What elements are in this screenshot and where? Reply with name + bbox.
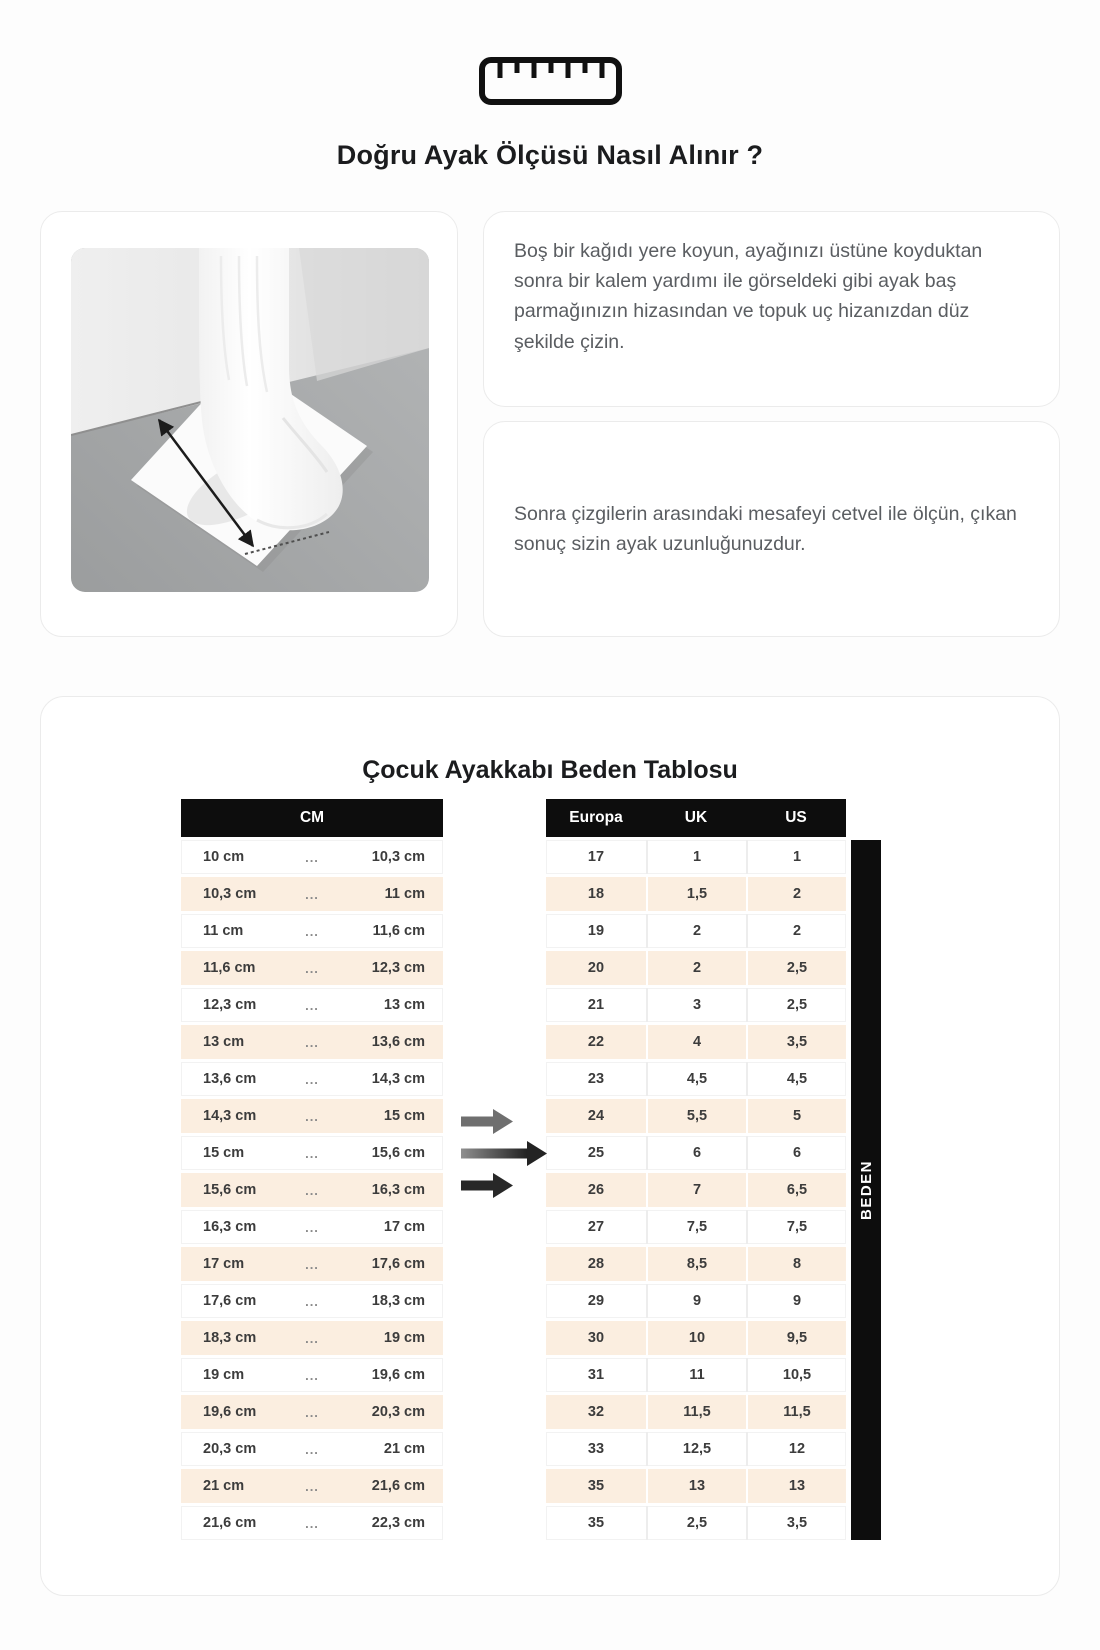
instruction-cards [0, 211, 1100, 637]
size-row: 18 1,5 2 [546, 877, 846, 911]
size-tables [41, 799, 1059, 1543]
foot-measure-image-card [40, 211, 458, 637]
instruction-step-2-text: Sonra çizgilerin arasındaki mesafeyi cetvel ile ölçün, çıkan sonuç sizin ayak uzunluğunuzdur. [514, 502, 1017, 555]
cm-table-rows [181, 840, 443, 1540]
size-row: 30 10 9,5 [546, 1321, 846, 1355]
arrow-spacer [443, 799, 546, 1543]
size-row: 21 3 2,5 [546, 988, 846, 1022]
beden-label: BEDEN [857, 1159, 875, 1220]
ruler-icon [478, 56, 623, 106]
size-row: 25 6 6 [546, 1136, 846, 1170]
size-row: 20 2 2,5 [546, 951, 846, 985]
transfer-arrows-icon [461, 1108, 547, 1198]
cm-range-row: 12,3 cm ... 13 cm [181, 988, 443, 1022]
cm-range-row: 11 cm ... 11,6 cm [181, 914, 443, 948]
cm-range-row: 17,6 cm ... 18,3 cm [181, 1284, 443, 1318]
cm-range-row: 21 cm ... 21,6 cm [181, 1469, 443, 1503]
page-title: Doğru Ayak Ölçüsü Nasıl Alınır ? [336, 140, 764, 170]
instruction-step-1-card [483, 211, 1060, 407]
eu-uk-us-table [546, 799, 846, 1543]
cm-range-row: 13 cm ... 13,6 cm [181, 1025, 443, 1059]
size-row: 32 11,5 11,5 [546, 1395, 846, 1429]
size-row: 35 13 13 [546, 1469, 846, 1503]
instruction-text-column [483, 211, 1060, 637]
size-row: 26 7 6,5 [546, 1173, 846, 1207]
size-row: 24 5,5 5 [546, 1099, 846, 1133]
cm-range-row: 19,6 cm ... 20,3 cm [181, 1395, 443, 1429]
cm-range-row: 16,3 cm ... 17 cm [181, 1210, 443, 1244]
size-row: 31 11 10,5 [546, 1358, 846, 1392]
cm-range-row: 15 cm ... 15,6 cm [181, 1136, 443, 1170]
cm-range-row: 15,6 cm ... 16,3 cm [181, 1173, 443, 1207]
size-row: 28 8,5 8 [546, 1247, 846, 1281]
cm-range-row: 14,3 cm ... 15 cm [181, 1099, 443, 1133]
cm-range-row: 20,3 cm ... 21 cm [181, 1432, 443, 1466]
size-table-card [40, 696, 1060, 1596]
size-row: 33 12,5 12 [546, 1432, 846, 1466]
cm-range-row: 21,6 cm ... 22,3 cm [181, 1506, 443, 1540]
cm-range-row: 10 cm ... 10,3 cm [181, 840, 443, 874]
size-row: 27 7,5 7,5 [546, 1210, 846, 1244]
eu-uk-us-table-header [546, 799, 846, 837]
page-header [0, 0, 1100, 171]
size-row: 19 2 2 [546, 914, 846, 948]
cm-range-row: 10,3 cm ... 11 cm [181, 877, 443, 911]
cm-range-row: 11,6 cm ... 12,3 cm [181, 951, 443, 985]
instruction-step-2-card [483, 421, 1060, 637]
cm-range-row: 19 cm ... 19,6 cm [181, 1358, 443, 1392]
eu-uk-us-table-rows [546, 840, 846, 1540]
instruction-step-1-text: Boş bir kağıdı yere koyun, ayağınızı üstüne koyduktan sonra bir kalem yardımı ile görseldeki gibi ayak baş parmağınızın hizasından ve topuk uç hizanızdan düz şekilde çizin. [514, 240, 983, 353]
column-header-us: US [785, 809, 807, 826]
cm-table [181, 799, 443, 1543]
cm-range-row: 17 cm ... 17,6 cm [181, 1247, 443, 1281]
size-row: 22 4 3,5 [546, 1025, 846, 1059]
cm-table-header: CM [181, 799, 443, 837]
size-row: 35 2,5 3,5 [546, 1506, 846, 1540]
size-row: 17 1 1 [546, 840, 846, 874]
size-row: 29 9 9 [546, 1284, 846, 1318]
size-row: 23 4,5 4,5 [546, 1062, 846, 1096]
column-header-europa: Europa [569, 809, 623, 826]
column-header-uk: UK [684, 809, 708, 826]
cm-range-row: 13,6 cm ... 14,3 cm [181, 1062, 443, 1096]
size-table-title: Çocuk Ayakkabı Beden Tablosu [362, 756, 738, 784]
foot-measurement-illustration [71, 248, 429, 592]
cm-range-row: 18,3 cm ... 19 cm [181, 1321, 443, 1355]
beden-side-bar [851, 840, 881, 1540]
